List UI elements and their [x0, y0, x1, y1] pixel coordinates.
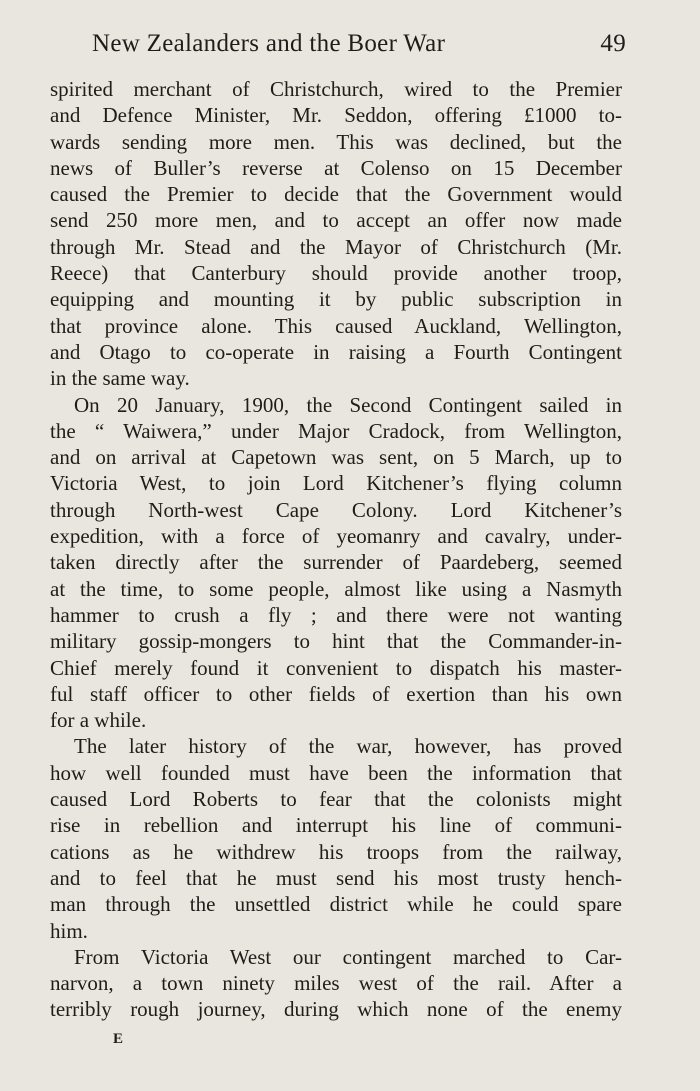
text-line: terribly rough journey, during which none of the enemy [50, 997, 622, 1022]
text-line: From Victoria West our contingent marched to Car- [74, 944, 622, 969]
text-line: The later history of the war, however, has proved [74, 734, 622, 759]
text-line: and Otago to co-operate in raising a Fourth Contingent [50, 339, 622, 364]
text-line: ful staff officer to other fields of exertion than his own [50, 681, 622, 706]
text-line: and Defence Minister, Mr. Seddon, offering £1000 to- [50, 103, 622, 128]
text-line: caused Lord Roberts to fear that the colonists might [50, 787, 622, 812]
text-line: Victoria West, to join Lord Kitchener’s flying column [50, 471, 622, 496]
text-line: through North-west Cape Colony. Lord Kitchener’s [50, 497, 622, 522]
signature-mark: E [113, 1031, 125, 1047]
text-line: and to feel that he must send his most trusty hench- [50, 865, 622, 890]
text-line: expedition, with a force of yeomanry and cavalry, under- [50, 524, 622, 549]
text-line: equipping and mounting it by public subscription in [50, 287, 622, 312]
text-line: for a while. [50, 708, 147, 733]
text-line: military gossip-mongers to hint that the Commander-in- [50, 629, 622, 654]
text-line: that province alone. This caused Auckland, Wellington, [50, 313, 622, 338]
body-text [50, 76, 622, 1023]
text-line: narvon, a town ninety miles west of the rail. After a [50, 971, 622, 996]
text-line: caused the Premier to decide that the Government would [50, 182, 622, 207]
text-line: cations as he withdrew his troops from the railway, [50, 839, 622, 864]
page-number: 49 [600, 30, 626, 57]
text-line: send 250 more men, and to accept an offer now made [50, 208, 622, 233]
text-line: at the time, to some people, almost like using a Nasmyth [50, 576, 622, 601]
text-line: in the same way. [50, 366, 190, 391]
text-line: rise in rebellion and interrupt his line of communi- [50, 813, 622, 838]
text-line: spirited merchant of Christchurch, wired to the Premier [50, 77, 622, 101]
text-line: Chief merely found it convenient to dispatch his master- [50, 655, 622, 680]
text-line: news of Buller’s reverse at Colenso on 15 December [50, 155, 622, 180]
text-line: the “ Waiwera,” under Major Cradock, from Wellington, [50, 418, 622, 443]
text-line: hammer to crush a fly ; and there were not wanting [50, 602, 622, 627]
text-line: through Mr. Stead and the Mayor of Christchurch (Mr. [50, 234, 622, 259]
text-line: On 20 January, 1900, the Second Contingent sailed in [74, 392, 622, 417]
running-title: New Zealanders and the Boer War [92, 30, 446, 57]
text-line: man through the unsettled district while he could spare [50, 892, 622, 917]
text-line: Reece) that Canterbury should provide another troop, [50, 261, 622, 286]
text-line: and on arrival at Capetown was sent, on 5 March, up to [50, 445, 622, 470]
running-head [92, 30, 626, 70]
text-line: how well founded must have been the information that [50, 760, 622, 785]
text-line: wards sending more men. This was declined, but the [50, 129, 622, 154]
text-line: taken directly after the surrender of Paardeberg, seemed [50, 550, 622, 575]
text-line: him. [50, 918, 88, 943]
